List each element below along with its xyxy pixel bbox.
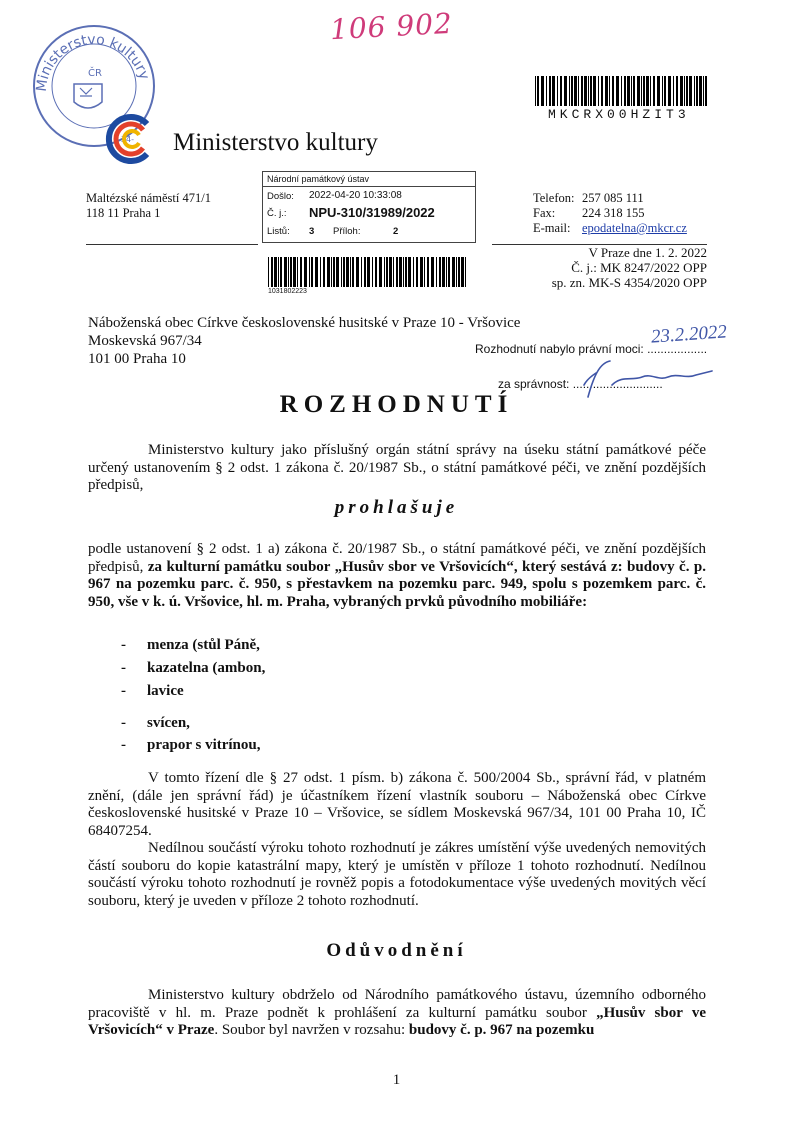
address-line: 118 11 Praha 1 <box>86 206 161 220</box>
recipient-line: 101 00 Praha 10 <box>88 351 186 367</box>
legal-effect-label: Rozhodnutí nabylo právní moci: .................. <box>475 342 708 356</box>
participant-paragraph <box>88 770 706 910</box>
address-line: Maltézské náměstí 471/1 <box>86 191 211 205</box>
received-label: Došlo: <box>267 191 294 202</box>
document-title: ROZHODNUTÍ <box>279 391 514 418</box>
fax-label: Fax: <box>533 206 556 220</box>
declaration-paragraph <box>88 541 706 611</box>
ref-label: Č. j.: <box>267 208 287 219</box>
intro-text: Ministerstvo kultury jako příslušný orgán státní správy na úseku státní památkové péče určený ustanovením § 2 odst. 1 zákona č. 20/1987 Sb., o státní památkové péči, ve znění pozdějších předpisů, <box>88 442 706 493</box>
phone-label: Telefon: <box>533 191 575 205</box>
justification-heading: Odůvodnění <box>326 940 467 961</box>
barcode-registry <box>268 257 468 287</box>
list-item: - lavice <box>121 683 184 699</box>
declaration-text: podle ustanovení § 2 odst. 1 a) zákona č. 20/1987 Sb., o státní památkové péči, ve znění pozdějších předpisů, <box>88 541 706 575</box>
phone-value: 257 085 111 <box>582 191 644 205</box>
intro-paragraph <box>88 442 706 495</box>
recipient-line: Náboženská obec Církve československé husitské v Praze 10 - Vršovice <box>88 315 521 331</box>
ministry-address <box>86 191 211 221</box>
registry-stamp <box>262 171 476 243</box>
registry-ref: NPU-310/31989/2022 <box>309 205 435 220</box>
ministry-contact <box>533 191 687 236</box>
list-item: - kazatelna (ambon, <box>121 660 266 676</box>
recipient-line: Moskevská 967/34 <box>88 333 202 349</box>
sheets-label: Listů: <box>267 226 290 237</box>
stamp-number: -34- <box>118 135 134 144</box>
legal-effect-date: 23.2.2022 <box>650 321 728 348</box>
page-number: 1 <box>392 1072 401 1088</box>
reference-number: Č. j.: MK 8247/2022 OPP <box>571 260 707 275</box>
justification-paragraph: Ministerstvo kultury obdrželo od Národního památkového ústavu, územního odborného pracoviště v hl. m. Praze podnět k prohlášení za kulturní památku soubor „Husův sbor ve Vršovicích“ v Praze. Soubor byl navržen v rozsahu: budovy č. p. 967 na pozemku <box>88 987 706 1038</box>
ministry-title: Ministerstvo kultury <box>173 129 378 156</box>
declaration-bold-text: za kulturní památku soubor „Husův sbor ve Vršovicích“, který sestává z: budovy č. p. 967 na pozemku parc. č. 950, s přestavkem na pozemku parc. 949, spolu s pozemkem parc. č. 950, vše v k. ú. Vršovice, hl. m. Praha, vybraných prvků původního mobiliáře: <box>88 558 706 610</box>
registry-org: Národní památkový ústav <box>267 174 370 184</box>
barcode-top <box>535 76 710 106</box>
barcode-code: MKCRX00HZIT3 <box>548 107 690 122</box>
email-label: E-mail: <box>533 221 571 235</box>
sheets-value: 3 <box>309 226 315 237</box>
stamp-country: ČR <box>88 68 102 79</box>
handwritten-number: 106 902 <box>329 6 454 47</box>
participant-text: V tomto řízení dle § 27 odst. 1 písm. b) zákona č. 500/2004 Sb., správní řád, v platném znění, (dále jen správní řád) je účastníkem řízení vlastník souboru – Náboženská obec Církve československé husitské v Praze 10 – Vršovice, se sídlem Moskevská 967/34, 101 00 Praha 10, IČ 68407254. <box>88 770 706 839</box>
recipient-address <box>88 314 520 368</box>
place-date: V Praze dne 1. 2. 2022 <box>588 245 707 260</box>
declares-heading: prohlašuje <box>334 497 459 518</box>
attachments-label: Příloh: <box>333 226 361 237</box>
attachments-value: 2 <box>393 226 399 237</box>
list-item: - prapor s vitrínou, <box>121 737 261 753</box>
list-item: - svícen, <box>121 715 190 731</box>
fax-value: 224 318 155 <box>582 206 645 220</box>
annex-text: Nedílnou součástí výroku tohoto rozhodnutí je zákres umístění výše uvedených nemovitých částí souboru do kopie katastrální mapy, který je umístěn v příloze 1 tohoto rozhodnutí. Nedílnou součástí výroku tohoto rozhodnutí je rovněž popis a fotodokumentace výše uvedených movitých věcí souboru, který je uveden v příloze 2 tohoto rozhodnutí. <box>88 840 706 909</box>
received-value: 2022-04-20 10:33:08 <box>309 190 402 201</box>
ministry-logo-icon <box>103 112 157 166</box>
correctness-label: za správnost: ........................... <box>498 377 663 391</box>
stamp-text: Ministerstvo kultury <box>33 31 153 93</box>
email-link[interactable]: epodatelna@mkcr.cz <box>582 221 687 235</box>
registry-barcode-label: 1031802223 <box>268 288 307 295</box>
reference-block <box>552 245 707 290</box>
file-number: sp. zn. MK-S 4354/2020 OPP <box>551 275 707 290</box>
divider-left <box>86 244 258 245</box>
list-item: - menza (stůl Páně, <box>121 637 260 653</box>
